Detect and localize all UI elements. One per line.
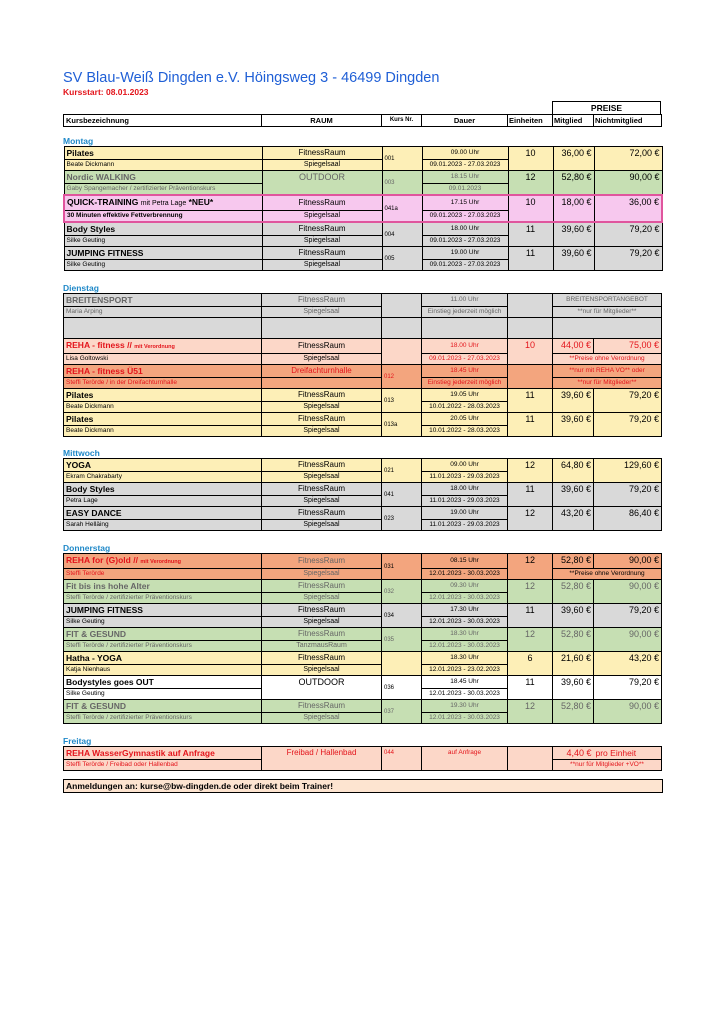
course-room-detail: Spiegelsaal <box>262 236 382 247</box>
price-nonmember: 90,00 € <box>594 700 662 724</box>
course-units: 6 <box>508 652 553 676</box>
price-member: 64,80 € <box>553 459 594 483</box>
course-time: 11.00 Uhr <box>422 294 508 307</box>
course-room: Freibad / Hallenbad <box>262 747 382 771</box>
course-name-main: REHA - fitness // <box>66 340 132 350</box>
course-room: FitnessRaum <box>262 507 382 520</box>
course-room: FitnessRaum <box>262 554 382 569</box>
course-units <box>508 365 553 389</box>
course-number: 004 <box>382 222 422 247</box>
course-units: 12 <box>508 580 553 604</box>
course-name: Bodystyles goes OUT <box>64 676 262 689</box>
course-room-detail: Spiegelsaal <box>262 260 382 271</box>
schedule-mittwoch <box>63 458 662 531</box>
price-nonmember: 79,20 € <box>594 676 662 700</box>
col-kursnr: Kurs Nr. <box>382 115 422 127</box>
course-row <box>64 483 662 496</box>
course-room: FitnessRaum <box>262 339 382 354</box>
course-row <box>64 247 662 260</box>
empty-cell <box>553 318 662 339</box>
course-row <box>64 171 662 184</box>
course-row <box>64 604 662 617</box>
course-room: FitnessRaum <box>262 483 382 496</box>
course-room: FitnessRaum <box>262 580 382 593</box>
empty-cell <box>64 318 262 339</box>
course-number: 034 <box>382 604 422 628</box>
price-member: 39,60 € <box>553 413 594 437</box>
day-heading-montag: Montag <box>63 136 94 146</box>
course-room-detail: Spiegelsaal <box>262 593 382 604</box>
price-member: 39,60 € <box>553 676 594 700</box>
course-name: FIT & GESUND <box>64 700 262 713</box>
col-dauer: Dauer <box>422 115 508 127</box>
price-nonmember: 79,20 € <box>594 222 662 247</box>
course-row <box>64 628 662 641</box>
course-dates: 12.01.2023 - 30.03.2023 <box>422 617 508 628</box>
course-units: 12 <box>508 700 553 724</box>
price-nonmember: 72,00 € <box>594 147 662 171</box>
course-name: EASY DANCE <box>64 507 262 520</box>
course-row-detail <box>64 378 662 389</box>
empty-cell <box>382 318 422 339</box>
course-trainer: Steffi Terörde / zertifizierter Präventionskurs <box>64 593 262 604</box>
course-name <box>64 554 262 569</box>
course-note: **Preise ohne Verordnung <box>553 569 662 580</box>
course-name-suffix: mit Verordnung <box>134 344 175 350</box>
price-member: 39,60 € <box>553 483 594 507</box>
price-member: 39,60 € <box>553 247 594 271</box>
course-number: 031 <box>382 554 422 580</box>
course-row-detail <box>64 307 662 318</box>
document-page <box>63 70 663 793</box>
price-nonmember: 90,00 € <box>594 580 662 604</box>
course-row <box>64 507 662 520</box>
course-room-detail: Spiegelsaal <box>262 496 382 507</box>
course-dates: 10.01.2022 - 28.03.2023 <box>422 426 508 437</box>
price-nonmember: 79,20 € <box>594 413 662 437</box>
course-note: **nur für Mitglieder +VO** <box>553 760 662 771</box>
course-row <box>64 222 662 236</box>
course-note-2: **nur für Mitglieder** <box>553 307 662 318</box>
course-number: 044 <box>382 747 422 771</box>
price-member: 43,20 € <box>553 507 594 531</box>
course-number <box>382 339 422 365</box>
schedule-montag <box>63 146 663 271</box>
course-room: OUTDOOR <box>262 171 382 196</box>
course-room-detail: Spiegelsaal <box>262 307 382 318</box>
course-name: Body Styles <box>64 222 262 236</box>
course-dates: 10.01.2022 - 28.03.2023 <box>422 402 508 413</box>
course-number: 023 <box>382 507 422 531</box>
registration-footer: Anmeldungen an: kurse@bw-dingden.de oder direkt beim Trainer! <box>63 779 663 793</box>
course-dates: 12.01.2023 - 30.03.2023 <box>422 641 508 652</box>
course-number: 037 <box>382 700 422 724</box>
empty-cell <box>262 318 382 339</box>
course-name: JUMPING FITNESS <box>64 247 262 260</box>
col-mitglied: Mitglied <box>553 115 594 127</box>
course-units: 11 <box>508 413 553 437</box>
col-nichtmitglied: Nichtmitglied <box>594 115 662 127</box>
course-trainer: Katja Nienhaus <box>64 665 262 676</box>
course-note-2: **nur für Mitglieder** <box>553 378 662 389</box>
course-time: 09.00 Uhr <box>422 147 508 160</box>
course-name: REHA - fitness Ü51 <box>64 365 262 378</box>
col-einheiten: Einheiten <box>508 115 553 127</box>
course-dates: 09.01.2023 - 27.03.2023 <box>422 211 508 223</box>
course-row <box>64 195 662 211</box>
price-nonmember: 129,60 € <box>594 459 662 483</box>
day-heading-dienstag: Dienstag <box>63 283 99 293</box>
course-units: 12 <box>508 507 553 531</box>
column-header-table <box>63 114 662 127</box>
course-dates: 09.01.2023 <box>422 184 508 196</box>
course-row <box>64 339 662 354</box>
course-units: 11 <box>508 247 553 271</box>
course-dates: 12.01.2023 - 23.02.2023 <box>422 665 508 676</box>
course-room: FitnessRaum <box>262 413 382 426</box>
course-dates: 11.01.2023 - 29.03.2023 <box>422 472 508 483</box>
course-name: Fit bis ins hohe Alter <box>64 580 262 593</box>
course-room: FitnessRaum <box>262 459 382 472</box>
price-member: 21,60 € <box>553 652 594 676</box>
price-member: 4,40 € <box>553 747 594 760</box>
course-units: 12 <box>508 459 553 483</box>
price-nonmember: 90,00 € <box>594 628 662 652</box>
course-room-detail: TanzmausRaum <box>262 641 382 652</box>
course-name-suffix: mit Verordnung <box>140 559 181 565</box>
course-units: 10 <box>508 339 553 365</box>
day-heading-freitag: Freitag <box>63 736 92 746</box>
price-nonmember: 36,00 € <box>594 195 662 222</box>
prices-header-wrap <box>63 101 663 114</box>
course-room: FitnessRaum <box>262 700 382 713</box>
course-dates: Einstieg jederzeit möglich <box>422 378 508 389</box>
course-number: 021 <box>382 459 422 483</box>
price-member: 44,00 € <box>553 339 594 354</box>
course-name: Nordic WALKING <box>64 171 262 184</box>
course-room: FitnessRaum <box>262 222 382 236</box>
course-room-detail <box>262 378 382 389</box>
course-row <box>64 147 662 160</box>
price-nonmember: 90,00 € <box>594 171 662 196</box>
course-trainer: Steffi Terörde / in der Dreifachturnhalle <box>64 378 262 389</box>
price-unit-note: pro Einheit <box>594 747 662 760</box>
price-nonmember: 86,40 € <box>594 507 662 531</box>
course-number: 013 <box>382 389 422 413</box>
schedule-donnerstag <box>63 553 662 724</box>
course-name-suffix: mit Petra Lage <box>140 200 187 207</box>
course-units: 12 <box>508 554 553 580</box>
course-room-detail: Spiegelsaal <box>262 426 382 437</box>
course-row <box>64 554 662 569</box>
course-time: 17.15 Uhr <box>422 195 508 211</box>
course-trainer: Steffi Terörde / Freibad oder Hallenbad <box>64 760 262 771</box>
course-name: FIT & GESUND <box>64 628 262 641</box>
course-row <box>64 413 662 426</box>
course-number: 003 <box>382 171 422 196</box>
price-member: 36,00 € <box>553 147 594 171</box>
price-member: 52,80 € <box>553 628 594 652</box>
course-trainer: Silke Geuting <box>64 617 262 628</box>
course-trainer: Maria Arping <box>64 307 262 318</box>
course-number: 012 <box>382 365 422 389</box>
course-trainer: Silke Geuting <box>64 689 262 700</box>
course-room-detail: Spiegelsaal <box>262 354 382 365</box>
price-nonmember: 43,20 € <box>594 652 662 676</box>
course-row <box>64 747 662 760</box>
course-room-detail: Spiegelsaal <box>262 160 382 171</box>
course-name-main: REHA for (G)old // <box>66 555 138 565</box>
course-number: 005 <box>382 247 422 271</box>
empty-row <box>64 318 662 339</box>
course-name <box>64 339 262 354</box>
course-room: FitnessRaum <box>262 195 382 211</box>
course-room-detail: Spiegelsaal <box>262 402 382 413</box>
course-trainer: Silke Geuting <box>64 236 262 247</box>
course-trainer: Beate Dickmann <box>64 426 262 437</box>
column-header-row <box>64 115 662 127</box>
course-time: 08.15 Uhr <box>422 554 508 569</box>
course-dates: 12.01.2023 - 30.03.2023 <box>422 689 508 700</box>
course-name: Hatha - YOGA <box>64 652 262 665</box>
course-dates: 11.01.2023 - 29.03.2023 <box>422 496 508 507</box>
price-member: 52,80 € <box>553 700 594 724</box>
price-member: 52,80 € <box>553 171 594 196</box>
course-dates: 12.01.2023 - 30.03.2023 <box>422 593 508 604</box>
course-name: Pilates <box>64 413 262 426</box>
course-time: 20.05 Uhr <box>422 413 508 426</box>
course-row <box>64 365 662 378</box>
course-units: 11 <box>508 483 553 507</box>
course-units: 11 <box>508 604 553 628</box>
course-dates: 09.01.2023 - 27.03.2023 <box>422 236 508 247</box>
course-units <box>508 747 553 771</box>
course-units <box>508 294 553 318</box>
course-time: 18.45 Uhr <box>422 365 508 378</box>
course-units: 10 <box>508 195 553 222</box>
course-row-detail <box>64 354 662 365</box>
course-row <box>64 294 662 307</box>
course-room: FitnessRaum <box>262 389 382 402</box>
course-dates: Einstieg jederzeit möglich <box>422 307 508 318</box>
course-time: 18.30 Uhr <box>422 652 508 665</box>
price-member: 52,80 € <box>553 580 594 604</box>
course-room-detail: Spiegelsaal <box>262 472 382 483</box>
course-trainer: Petra Lage <box>64 496 262 507</box>
price-nonmember: 79,20 € <box>594 389 662 413</box>
price-nonmember: 90,00 € <box>594 554 662 569</box>
empty-cell <box>508 318 553 339</box>
course-time: 18.00 Uhr <box>422 222 508 236</box>
course-name: Pilates <box>64 389 262 402</box>
course-room: FitnessRaum <box>262 147 382 160</box>
course-time: 18.00 Uhr <box>422 483 508 496</box>
col-kurs: Kursbezeichnung <box>64 115 262 127</box>
course-name <box>64 195 262 211</box>
course-time: 17.30 Uhr <box>422 604 508 617</box>
course-row <box>64 652 662 665</box>
course-trainer: Beate Dickmann <box>64 160 262 171</box>
day-heading-mittwoch: Mittwoch <box>63 448 100 458</box>
course-time: 19.05 Uhr <box>422 389 508 402</box>
course-row-detail <box>64 569 662 580</box>
course-name-main: QUICK-TRAINING <box>67 197 139 207</box>
course-description: 30 Minuten effektive Fettverbrennung <box>64 211 262 223</box>
course-room-detail: Spiegelsaal <box>262 665 382 676</box>
course-room: OUTDOOR <box>262 676 382 700</box>
course-trainer: Silke Geuting <box>64 260 262 271</box>
course-trainer: Sarah Helläing <box>64 520 262 531</box>
price-member: 52,80 € <box>553 554 594 569</box>
course-name: YOGA <box>64 459 262 472</box>
course-row <box>64 700 662 713</box>
course-time: 09.00 Uhr <box>422 459 508 472</box>
course-time: 09.30 Uhr <box>422 580 508 593</box>
price-nonmember: 79,20 € <box>594 483 662 507</box>
price-member: 39,60 € <box>553 604 594 628</box>
page-title: SV Blau-Weiß Dingden e.V. Höingsweg 3 - 46499 Dingden <box>63 70 440 86</box>
course-room-detail: Spiegelsaal <box>262 713 382 724</box>
course-trainer: Gaby Spangemacher / zertifizierter Präventionskurs <box>64 184 262 196</box>
course-row <box>64 459 662 472</box>
course-room: FitnessRaum <box>262 294 382 307</box>
course-trainer: Lisa Goltowski <box>64 354 262 365</box>
course-trainer: Steffi Terörde <box>64 569 262 580</box>
course-units: 11 <box>508 676 553 700</box>
price-nonmember: 79,20 € <box>594 247 662 271</box>
course-dates: 12.01.2023 - 30.03.2023 <box>422 569 508 580</box>
course-number: 032 <box>382 580 422 604</box>
course-name: REHA WasserGymnastik auf Anfrage <box>64 747 262 760</box>
course-trainer: Steffi Terörde / zertifizierter Präventionskurs <box>64 713 262 724</box>
course-name: BREITENSPORT <box>64 294 262 307</box>
course-units: 11 <box>508 222 553 247</box>
price-member: 18,00 € <box>553 195 594 222</box>
course-units: 12 <box>508 171 553 196</box>
new-badge: *NEU* <box>188 197 214 207</box>
course-note: BREITENSPORTANGEBOT <box>553 294 662 307</box>
course-name: Pilates <box>64 147 262 160</box>
course-time: 18.30 Uhr <box>422 628 508 641</box>
course-room-detail: Spiegelsaal <box>262 211 382 223</box>
course-time: 19.00 Uhr <box>422 247 508 260</box>
course-name: Body Styles <box>64 483 262 496</box>
course-trainer: Ekram Chakrabarty <box>64 472 262 483</box>
course-number: 036 <box>382 676 422 700</box>
course-time: 18.15 Uhr <box>422 171 508 184</box>
course-time: auf Anfrage <box>422 747 508 771</box>
course-row <box>64 389 662 402</box>
course-number: 035 <box>382 628 422 652</box>
price-member: 39,60 € <box>553 222 594 247</box>
course-start: Kursstart: 08.01.2023 <box>63 87 149 97</box>
course-dates: 09.01.2023 - 27.03.2023 <box>422 160 508 171</box>
course-row <box>64 580 662 593</box>
course-units: 12 <box>508 628 553 652</box>
course-dates: 09.01.2023 - 27.03.2023 <box>422 260 508 271</box>
course-note: **nur mit REHA VO** oder <box>553 365 662 378</box>
course-units: 10 <box>508 147 553 171</box>
course-row <box>64 676 662 689</box>
course-units: 11 <box>508 389 553 413</box>
course-dates: 12.01.2023 - 30.03.2023 <box>422 713 508 724</box>
price-member: 39,60 € <box>553 389 594 413</box>
course-trainer: Beate Dickmann <box>64 402 262 413</box>
course-room: FitnessRaum <box>262 628 382 641</box>
prices-header: PREISE <box>552 101 661 115</box>
course-trainer: Steffi Terörde / zertifizierter Präventionskurs <box>64 641 262 652</box>
course-time: 19.30 Uhr <box>422 700 508 713</box>
course-note: **Preise ohne Verordnung <box>553 354 662 365</box>
course-time: 18.00 Uhr <box>422 339 508 354</box>
day-heading-donnerstag: Donnerstag <box>63 543 111 553</box>
course-dates: 11.01.2023 - 29.03.2023 <box>422 520 508 531</box>
course-room: FitnessRaum <box>262 247 382 260</box>
course-number: 001 <box>382 147 422 171</box>
course-number: 041 <box>382 483 422 507</box>
schedule-freitag <box>63 746 662 771</box>
schedule-dienstag <box>63 293 662 437</box>
empty-cell <box>422 318 508 339</box>
price-nonmember: 79,20 € <box>594 604 662 628</box>
col-raum: RAUM <box>262 115 382 127</box>
course-room-detail: Spiegelsaal <box>262 569 382 580</box>
course-time: 19.00 Uhr <box>422 507 508 520</box>
course-room: FitnessRaum <box>262 604 382 617</box>
price-nonmember: 75,00 € <box>594 339 662 354</box>
course-time: 18.45 Uhr <box>422 676 508 689</box>
course-room-detail: Spiegelsaal <box>262 520 382 531</box>
course-dates: 09.01.2023 - 27.03.2023 <box>422 354 508 365</box>
course-room: Dreifachturnhalle <box>262 365 382 378</box>
course-room-detail: Spiegelsaal <box>262 617 382 628</box>
course-room: FitnessRaum <box>262 652 382 665</box>
course-name: JUMPING FITNESS <box>64 604 262 617</box>
course-number <box>382 294 422 318</box>
course-number: 013a <box>382 413 422 437</box>
course-number: 041a <box>382 195 422 222</box>
course-number <box>382 652 422 676</box>
